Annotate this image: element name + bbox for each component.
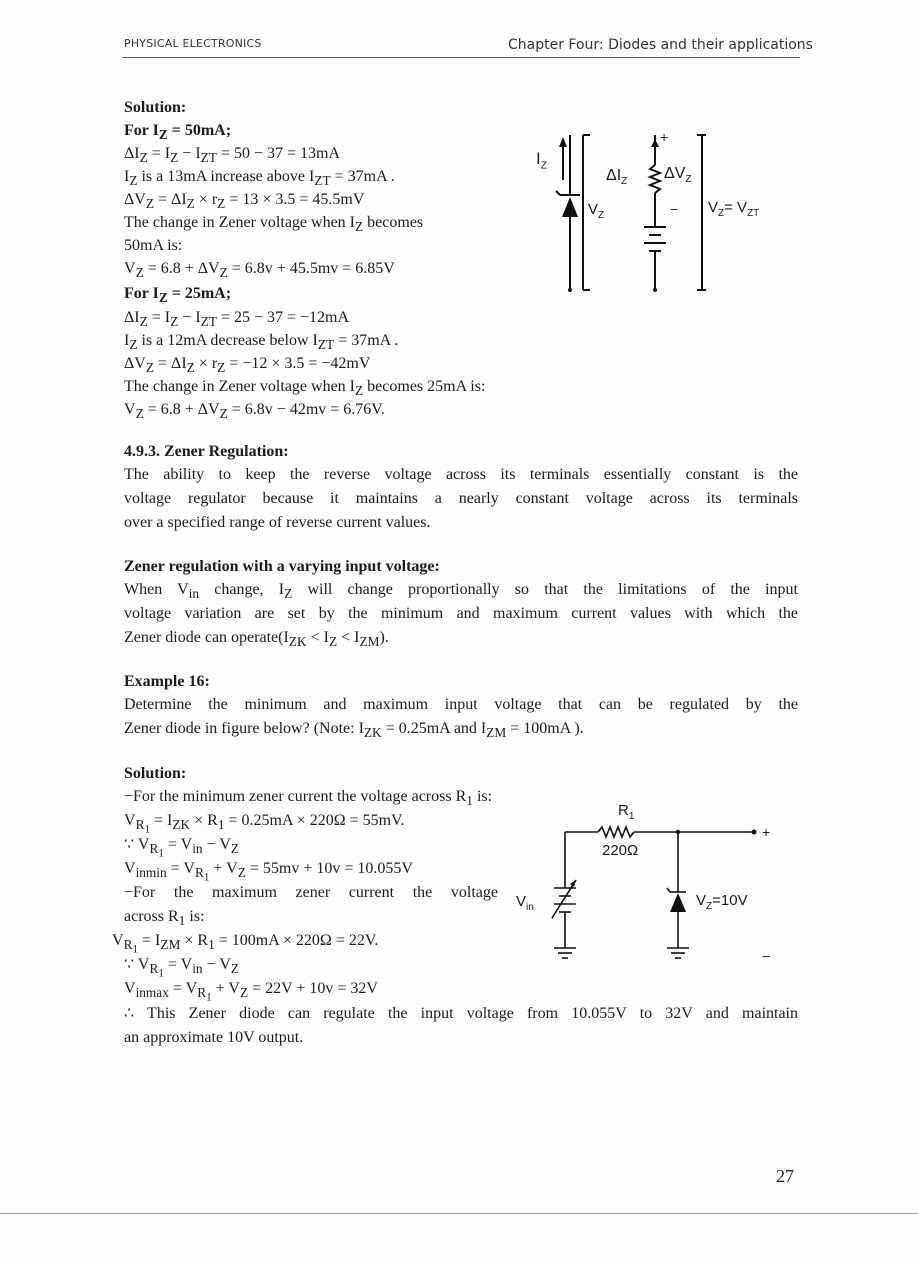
vz-equals-vzt-label: $V_Z= V_{ZT}$ [708,199,760,219]
footer-rule [0,1213,918,1214]
solution-heading: Solution: [124,99,187,116]
minus-sign: − [670,201,679,217]
r1-label: $R_1$ [618,802,635,822]
vz-10v-label: $V_Z=10V$ [696,892,748,912]
vin-label: $V_{in}$ [516,893,534,913]
text-line: 50mA is: [124,237,183,254]
running-header-left: PHYSICAL ELECTRONICS [124,37,262,50]
text-line: $\Delta I_Z = I_Z - I_{ZT} = 50 - 37 = 13mA$ [124,145,341,166]
delta-iz-label: $\Delta I_Z$ [606,167,628,188]
text-line: $V_{R_1} = I_{ZK} \times R_1 = 0.25mA \times 220\Omega = 55mV$. [124,812,405,836]
text-line: $\Delta I_Z = I_Z - I_{ZT} = 25 - 37 = -12mA$ [124,309,350,330]
running-header-right: Chapter Four: Diodes and their applications [508,37,813,53]
paragraph-line: voltage regulator because it maintains a nearly constant voltage across its terminals [124,490,798,507]
text-line: an approximate 10V output. [124,1029,304,1046]
text-line: The change in Zener voltage when $I_Z$ becomes [124,214,424,235]
output-plus-sign: + [762,824,771,840]
header-rule [122,57,800,58]
paragraph-line: over a specified range of reverse current values. [124,514,431,531]
zener-delta-figure [530,125,760,305]
text-line: ∵ $V_{R_1} = V_{in} - V_Z$ [124,956,240,980]
case-heading-50ma: For $I_Z = 50mA$; [124,122,232,143]
page-number: 27 [776,1166,794,1186]
paragraph-line: Zener diode can $operate(I_{ZK} < I_Z < I_{ZM})$. [124,629,389,650]
paragraph-line: When $V_{in}$ change, $I_Z$ will change proportionally so that the limitations of the input [124,581,798,602]
text-line: ∵ $V_{R_1} = V_{in} - V_Z$ [124,836,240,860]
text-line: $V_{inmin} = V_{R_1} + V_Z = 55mv + 10v = 10.055V$ [124,860,413,884]
paragraph-line: voltage variation are set by the minimum and maximum current values with which the [124,605,798,622]
paragraph-line: The ability to keep the reverse voltage across its terminals essentially constant is the [124,466,798,483]
output-minus-sign: − [762,948,771,964]
text-line: −For the minimum zener current the voltage across $R_1$ is: [124,788,493,809]
text-line: across $R_1$ is: [124,908,205,929]
text-line: The change in Zener voltage when $I_Z$ becomes 25mA is: [124,378,486,399]
subsection-heading: Zener regulation with a varying input voltage: [124,558,440,575]
example-heading: Example 16: [124,673,210,690]
zener-regulator-circuit [510,800,780,980]
resistance-value: 220Ω [602,842,639,859]
section-heading: 4.9.3. Zener Regulation: [124,443,289,460]
delta-vz-label: $\Delta V_Z$ [664,165,692,186]
solution-heading: Solution: [124,765,187,782]
text-line: $\Delta V_Z = \Delta I_Z \times r_Z = -12 \times 3.5 = -42mV$ [124,355,371,376]
text-line: $V_Z = 6.8 + \Delta V_Z = 6.8v - 42mv = 6.76V$. [124,401,385,422]
text-line: ∴ This Zener diode can regulate the input voltage from 10.055V to 32V and maintain [124,1005,798,1022]
text-line: $I_Z$ is a 12mA decrease below $I_{ZT} = 37mA$ . [124,332,399,353]
paragraph-line: Determine the minimum and maximum input voltage that can be regulated by the [124,696,798,713]
vz-label: $V_Z$ [588,201,605,221]
plus-sign: + [660,129,669,145]
text-line: $V_Z = 6.8 + \Delta V_Z = 6.8v + 45.5mv = 6.85V$ [124,260,395,281]
iz-label: $I_Z$ [536,149,547,172]
circuit-drawing [510,800,780,980]
text-line: −For the maximum zener current the voltage [124,884,498,901]
case-heading-25ma: For $I_Z = 25mA$; [124,285,232,306]
text-line: $\Delta V_Z = \Delta I_Z \times r_Z = 13 \times 3.5 = 45.5mV$ [124,191,365,212]
paragraph-line: Zener diode in figure below? (Note: $I_{ZK} = 0.25mA$ and $I_{ZM} = 100mA$ ). [124,720,584,741]
text-line: $V_{inmax} = V_{R_1} + V_Z = 22V + 10v = 32V$ [124,980,378,1004]
text-line: $V_{R_1} = I_{ZM} \times R_1 = 100mA \times 220\Omega = 22V$. [112,932,379,956]
text-line: $I_Z$ is a 13mA increase above $I_{ZT} = 37mA$ . [124,168,395,189]
